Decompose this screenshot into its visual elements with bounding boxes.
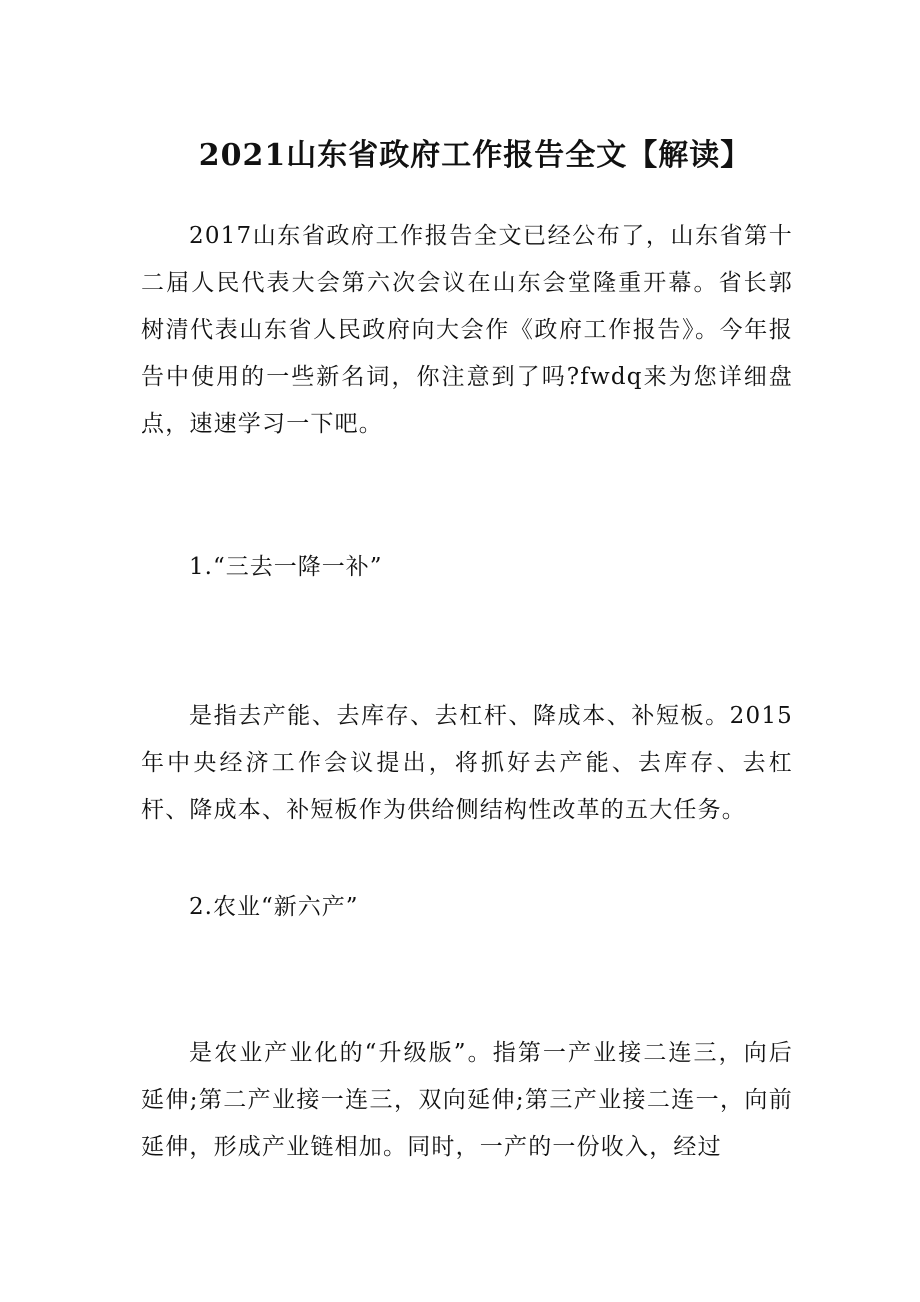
- document-title: 2021山东省政府工作报告全文【解读】: [198, 138, 752, 174]
- section-heading-2: 2.农业“新六产”: [189, 894, 359, 920]
- section-heading-1: 1.“三去一降一补”: [189, 554, 383, 580]
- section-body-2: 是农业产业化的“升级版”。指第一产业接二连三，向后延伸;第二产业接一连三，双向延伸;第三产业接二连一，向前延伸，形成产业链相加。同时，一产的一份收入，经过: [141, 1040, 793, 1160]
- section-body-1: 是指去产能、去库存、去杠杆、降成本、补短板。2015年中央经济工作会议提出，将抓好去产能、去库存、去杠杆、降成本、补短板作为供给侧结构性改革的五大任务。: [141, 703, 793, 823]
- intro-paragraph: 2017山东省政府工作报告全文已经公布了，山东省第十二届人民代表大会第六次会议在山东会堂隆重开幕。省长郭树清代表山东省人民政府向大会作《政府工作报告》。今年报告中使用的一些新名词，你注意到了吗?fwdq来为您详细盘点，速速学习一下吧。: [141, 223, 793, 437]
